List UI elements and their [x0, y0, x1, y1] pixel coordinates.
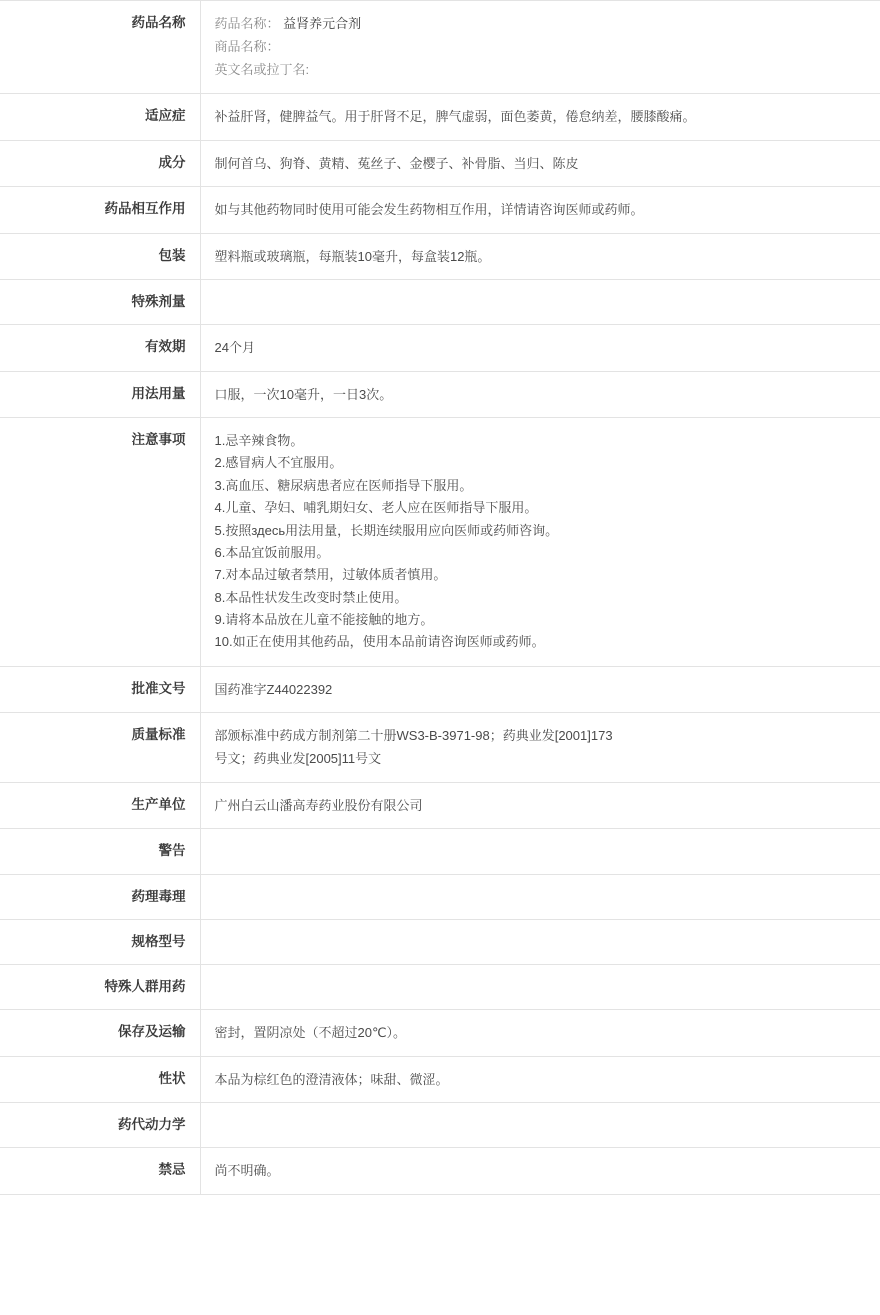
- row-value: 24个月: [214, 340, 255, 356]
- note-line: 6.本品宜饭前服用。: [214, 544, 330, 560]
- row-value: 制何首乌、狗脊、黄精、菟丝子、金樱子、补骨脂、当归、陈皮: [214, 155, 579, 171]
- row-label: 有效期: [0, 325, 200, 371]
- row-value: [200, 1103, 880, 1148]
- table-row: [0, 418, 880, 667]
- note-line: 10.如正在使用其他药品，使用本品前请咨询医师或药师。: [214, 634, 545, 650]
- row-label: 特殊剂量: [0, 280, 200, 325]
- name-sub-line: [215, 36, 871, 59]
- name-sub-value: 益肾养元合剂: [283, 16, 362, 31]
- row-label: 用法用量: [0, 371, 200, 417]
- table-row: [0, 874, 880, 919]
- row-value: [200, 874, 880, 919]
- row-value: 国药准字Z44022392: [214, 681, 333, 697]
- row-label: 包装: [0, 233, 200, 279]
- note-line: 2.感冒病人不宜服用。: [214, 455, 343, 471]
- row-value: 本品为棕红色的澄清液体；味甜、微涩。: [214, 1071, 449, 1087]
- row-value: 密封，置阴凉处（不超过20℃）。: [214, 1025, 407, 1041]
- table-row: [0, 94, 880, 140]
- row-label: 药品相互作用: [0, 187, 200, 233]
- name-sub-label: 药品名称：: [214, 16, 280, 31]
- table-row: [0, 371, 880, 417]
- row-value: 如与其他药物同时使用可能会发生药物相互作用，详情请咨询医师或药师。: [214, 202, 644, 218]
- table-row: [0, 233, 880, 279]
- row-label: 质量标准: [0, 713, 200, 783]
- row-label: 保存及运输: [0, 1010, 200, 1056]
- row-label: 性状: [0, 1056, 200, 1102]
- row-value: [200, 829, 880, 874]
- note-line: 7.对本品过敏者禁用，过敏体质者慎用。: [214, 567, 447, 583]
- row-label: 生产单位: [0, 782, 200, 828]
- table-row: [0, 782, 880, 828]
- name-sub-line: [215, 13, 871, 36]
- row-value: 塑料瓶或玻璃瓶，每瓶装10毫升，每盒装12瓶。: [214, 248, 491, 264]
- row-value: 补益肝肾，健脾益气。用于肝肾不足，脾气虚弱，面色萎黄，倦怠纳差，腰膝酸痛。: [214, 109, 696, 125]
- note-line: 3.高血压、糖尿病患者应在医师指导下服用。: [214, 477, 473, 493]
- table-row: [0, 666, 880, 712]
- row-label: 注意事项: [0, 418, 200, 667]
- value-line: 号文；药典业发[2005]11号文: [214, 750, 382, 766]
- row-label: 特殊人群用药: [0, 965, 200, 1010]
- table-row: [0, 1103, 880, 1148]
- note-line: 5.按照здесь用法用量，长期连续服用应向医师或药师咨询。: [214, 522, 559, 538]
- row-value: 口服，一次10毫升，一日3次。: [214, 386, 393, 402]
- row-label: 规格型号: [0, 919, 200, 964]
- table-row: [0, 919, 880, 964]
- note-line: 8.本品性状发生改变时禁止使用。: [214, 589, 408, 605]
- row-value: [200, 280, 880, 325]
- row-value: [200, 713, 880, 783]
- value-line: 部颁标准中药成方制剂第二十册WS3-B-3971-98；药典业发[2001]173: [214, 728, 613, 744]
- table-row: [0, 1010, 880, 1056]
- row-label: 药品名称: [0, 1, 200, 94]
- table-row: [0, 280, 880, 325]
- row-value: [200, 1, 880, 94]
- name-sub-line: [215, 59, 871, 82]
- drug-info-table-body: [0, 1, 880, 1195]
- row-value: [200, 418, 880, 667]
- table-row: [0, 1, 880, 94]
- row-value: 尚不明确。: [214, 1163, 280, 1179]
- note-line: 1.忌辛辣食物。: [214, 433, 304, 449]
- table-row: [0, 829, 880, 874]
- table-row: [0, 965, 880, 1010]
- row-label: 成分: [0, 140, 200, 186]
- table-row: [0, 140, 880, 186]
- table-row: [0, 325, 880, 371]
- row-value: [200, 965, 880, 1010]
- table-row: [0, 1148, 880, 1194]
- table-row: [0, 713, 880, 783]
- row-label: 药理毒理: [0, 874, 200, 919]
- note-line: 4.儿童、孕妇、哺乳期妇女、老人应在医师指导下服用。: [214, 500, 538, 516]
- name-sub-label: 商品名称：: [214, 38, 280, 54]
- table-row: [0, 1056, 880, 1102]
- table-row: [0, 187, 880, 233]
- row-label: 适应症: [0, 94, 200, 140]
- row-label: 药代动力学: [0, 1103, 200, 1148]
- row-label: 批准文号: [0, 666, 200, 712]
- name-sub-label: 英文名或拉丁名:: [214, 61, 310, 77]
- row-label: 警告: [0, 829, 200, 874]
- page-bottom-spacer: [0, 1195, 880, 1315]
- row-value: 广州白云山潘高寿药业股份有限公司: [214, 797, 423, 813]
- row-label: 禁忌: [0, 1148, 200, 1194]
- row-value: [200, 919, 880, 964]
- note-line: 9.请将本品放在儿童不能接触的地方。: [214, 612, 434, 627]
